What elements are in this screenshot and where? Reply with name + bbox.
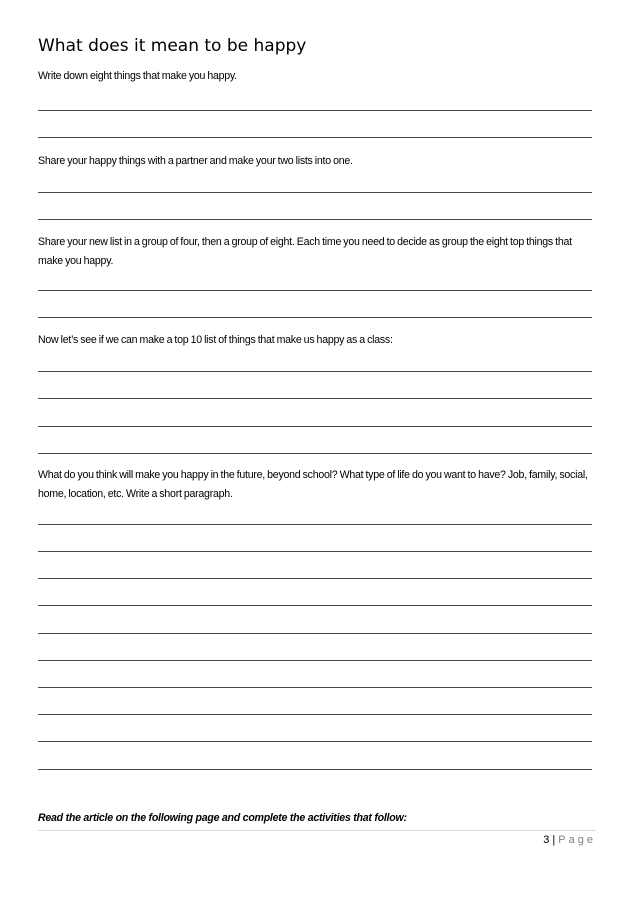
answer-line	[38, 110, 592, 111]
answer-line	[38, 192, 592, 193]
answer-line	[38, 769, 592, 770]
answer-line	[38, 714, 592, 715]
instruction-5: What do you think will make you happy in the future, beyond school? What type of life do you want to have? Job, family, social, home, location, etc. Write a short paragraph.	[38, 469, 588, 500]
page-word: Page	[558, 834, 596, 846]
answer-line	[38, 687, 592, 688]
closing-instruction: Read the article on the following page and complete the activities that follow:	[38, 812, 407, 824]
answer-line	[38, 633, 592, 634]
footer-separator: |	[552, 834, 556, 846]
answer-line	[38, 453, 592, 454]
answer-line	[38, 578, 592, 579]
answer-line	[38, 137, 592, 138]
answer-line	[38, 426, 592, 427]
instruction-2: Share your happy things with a partner and make your two lists into one.	[38, 155, 353, 167]
answer-line	[38, 398, 592, 399]
answer-line	[38, 290, 592, 291]
answer-line	[38, 524, 592, 525]
page-title: What does it mean to be happy	[38, 36, 307, 56]
answer-line	[38, 371, 592, 372]
answer-line	[38, 741, 592, 742]
answer-line	[38, 219, 592, 220]
page-number: 3	[543, 834, 550, 846]
answer-line	[38, 605, 592, 606]
page-footer	[543, 834, 596, 846]
instruction-4: Now let’s see if we can make a top 10 list of things that make us happy as a class:	[38, 334, 393, 346]
answer-line	[38, 551, 592, 552]
answer-line	[38, 317, 592, 318]
answer-line	[38, 660, 592, 661]
instruction-3: Share your new list in a group of four, then a group of eight. Each time you need to decide as group the eight top things that make you happy.	[38, 236, 572, 267]
instruction-1: Write down eight things that make you happy.	[38, 70, 237, 82]
footer-divider	[38, 830, 596, 831]
